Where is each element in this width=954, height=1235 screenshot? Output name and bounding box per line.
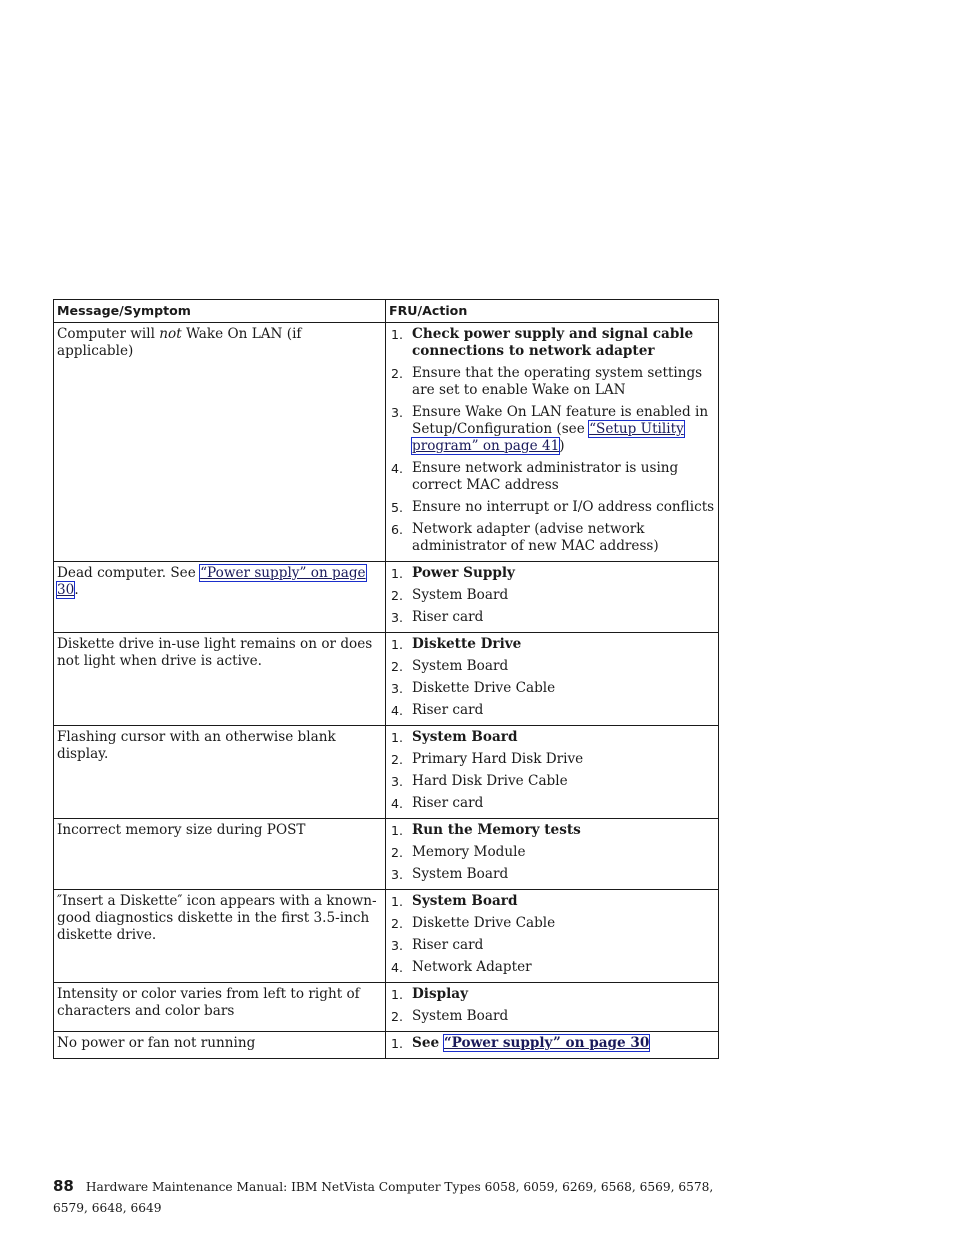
fru-action-cell — [386, 562, 719, 633]
list-item — [389, 680, 715, 697]
footer-text: Hardware Maintenance Manual: IBM NetVista Computer Types 6058, 6059, 6269, 6568, 6569, 6578, 6579, 6648, 6649 — [53, 1180, 714, 1215]
list-item — [389, 1035, 715, 1052]
list-number: 6. — [391, 522, 404, 537]
list-item — [389, 499, 715, 516]
action-text: Riser card — [412, 937, 484, 953]
list-number: 3. — [391, 681, 404, 696]
symptom-fru-table — [53, 299, 719, 1059]
list-item — [389, 1008, 715, 1025]
action-text: System Board — [412, 658, 509, 674]
list-number: 2. — [391, 1009, 404, 1024]
list-item — [389, 773, 715, 790]
action-text: Display — [412, 986, 468, 1002]
action-text-part: See — [412, 1035, 444, 1051]
table-body — [54, 323, 719, 1059]
column-header-symptom: Message/Symptom — [54, 300, 386, 323]
table-row — [54, 890, 719, 983]
action-text: Hard Disk Drive Cable — [412, 773, 568, 789]
list-item — [389, 565, 715, 582]
power-supply-link[interactable]: “Power supply” on page 30 — [57, 565, 366, 598]
action-text: Network adapter (advise network administrator of new MAC address) — [412, 521, 659, 554]
symptom-cell — [54, 562, 386, 633]
table-row — [54, 1032, 719, 1059]
list-item — [389, 751, 715, 768]
symptom-cell: ″Insert a Diskette″ icon appears with a known-good diagnostics diskette in the first 3.5-inch diskette drive. — [54, 890, 386, 983]
list-item — [389, 521, 715, 555]
list-item — [389, 658, 715, 675]
table-row — [54, 562, 719, 633]
list-item — [389, 866, 715, 883]
list-item — [389, 795, 715, 812]
fru-action-list — [389, 986, 715, 1025]
action-text: System Board — [412, 587, 509, 603]
action-text — [412, 1035, 715, 1052]
fru-action-cell — [386, 323, 719, 562]
action-text: Memory Module — [412, 844, 526, 860]
action-text: System Board — [412, 1008, 509, 1024]
list-item — [389, 986, 715, 1003]
fru-action-list — [389, 822, 715, 883]
cross-reference-link[interactable]: “Power supply” on page 30 — [443, 1035, 650, 1051]
fru-action-cell — [386, 633, 719, 726]
action-text: Diskette Drive Cable — [412, 680, 556, 696]
action-text: Diskette Drive — [412, 636, 522, 652]
list-item — [389, 844, 715, 861]
symptom-cell: Incorrect memory size during POST — [54, 819, 386, 890]
fru-action-list — [389, 893, 715, 976]
list-number: 1. — [391, 566, 404, 581]
list-number: 2. — [391, 845, 404, 860]
fru-action-cell — [386, 726, 719, 819]
symptom-cell: Flashing cursor with an otherwise blank display. — [54, 726, 386, 819]
action-text: Check power supply and signal cable connections to network adapter — [412, 326, 694, 359]
table-header-row — [54, 300, 719, 323]
list-item — [389, 893, 715, 910]
symptom-cell: No power or fan not running — [54, 1032, 386, 1059]
list-number: 1. — [391, 987, 404, 1002]
list-number: 2. — [391, 916, 404, 931]
action-text: Power Supply — [412, 565, 515, 581]
action-text: Primary Hard Disk Drive — [412, 751, 584, 767]
cross-reference-link[interactable]: “Setup Utility program” on page 41 — [412, 421, 684, 454]
table-row — [54, 633, 719, 726]
list-item — [389, 729, 715, 746]
list-number: 1. — [391, 730, 404, 745]
list-item — [389, 460, 715, 494]
action-text: Riser card — [412, 795, 484, 811]
fru-action-cell — [386, 983, 719, 1032]
list-item — [389, 326, 715, 360]
action-text — [412, 404, 715, 455]
list-number: 2. — [391, 588, 404, 603]
list-number: 2. — [391, 366, 404, 381]
column-header-fru-action: FRU/Action — [386, 300, 719, 323]
list-item — [389, 702, 715, 719]
list-number: 4. — [391, 461, 404, 476]
action-text: Run the Memory tests — [412, 822, 581, 838]
action-text: Ensure network administrator is using correct MAC address — [412, 460, 679, 493]
action-text: Diskette Drive Cable — [412, 915, 556, 931]
list-number: 5. — [391, 500, 404, 515]
symptom-emphasis: not — [159, 326, 182, 342]
list-number: 3. — [391, 610, 404, 625]
list-item — [389, 822, 715, 839]
list-number: 1. — [391, 327, 404, 342]
list-number: 1. — [391, 894, 404, 909]
table-row — [54, 983, 719, 1032]
fru-action-list — [389, 636, 715, 719]
list-item — [389, 959, 715, 976]
list-number: 1. — [391, 637, 404, 652]
fru-action-list — [389, 565, 715, 626]
table-row — [54, 819, 719, 890]
page-footer — [53, 1176, 720, 1219]
fru-action-cell — [386, 1032, 719, 1059]
list-item — [389, 937, 715, 954]
list-item — [389, 587, 715, 604]
action-text: System Board — [412, 729, 518, 745]
table-row — [54, 323, 719, 562]
action-text: System Board — [412, 866, 509, 882]
list-item — [389, 609, 715, 626]
list-number: 3. — [391, 405, 404, 420]
symptom-text: Dead computer. See — [57, 565, 201, 581]
list-item — [389, 915, 715, 932]
page-number: 88 — [53, 1177, 74, 1195]
action-text-part: ) — [559, 438, 565, 454]
fru-action-cell — [386, 890, 719, 983]
list-number: 4. — [391, 960, 404, 975]
action-text: Network Adapter — [412, 959, 532, 975]
list-number: 4. — [391, 703, 404, 718]
action-text-part: Ensure Wake On LAN feature is enabled in Setup/Configuration (see — [412, 404, 709, 437]
action-text: Riser card — [412, 702, 484, 718]
list-item — [389, 365, 715, 399]
list-number: 2. — [391, 752, 404, 767]
list-number: 1. — [391, 1036, 404, 1051]
list-number: 2. — [391, 659, 404, 674]
symptom-text: . — [74, 582, 79, 598]
fru-action-cell — [386, 819, 719, 890]
list-number: 3. — [391, 867, 404, 882]
symptom-cell: Intensity or color varies from left to right of characters and color bars — [54, 983, 386, 1032]
symptom-cell — [54, 323, 386, 562]
list-item — [389, 636, 715, 653]
list-number: 1. — [391, 823, 404, 838]
symptom-text: Wake On LAN (if applicable) — [57, 326, 302, 359]
fru-action-list — [389, 326, 715, 555]
table-row — [54, 726, 719, 819]
list-number: 3. — [391, 938, 404, 953]
action-text: Ensure no interrupt or I/O address conflicts — [412, 499, 715, 515]
fru-action-list — [389, 729, 715, 812]
list-number: 3. — [391, 774, 404, 789]
list-item — [389, 404, 715, 455]
action-text: Riser card — [412, 609, 484, 625]
symptom-cell: Diskette drive in-use light remains on or does not light when drive is active. — [54, 633, 386, 726]
symptom-text: Computer will — [57, 326, 160, 342]
action-text: Ensure that the operating system settings are set to enable Wake on LAN — [412, 365, 703, 398]
action-text: System Board — [412, 893, 518, 909]
list-number: 4. — [391, 796, 404, 811]
fru-action-list — [389, 1035, 715, 1052]
